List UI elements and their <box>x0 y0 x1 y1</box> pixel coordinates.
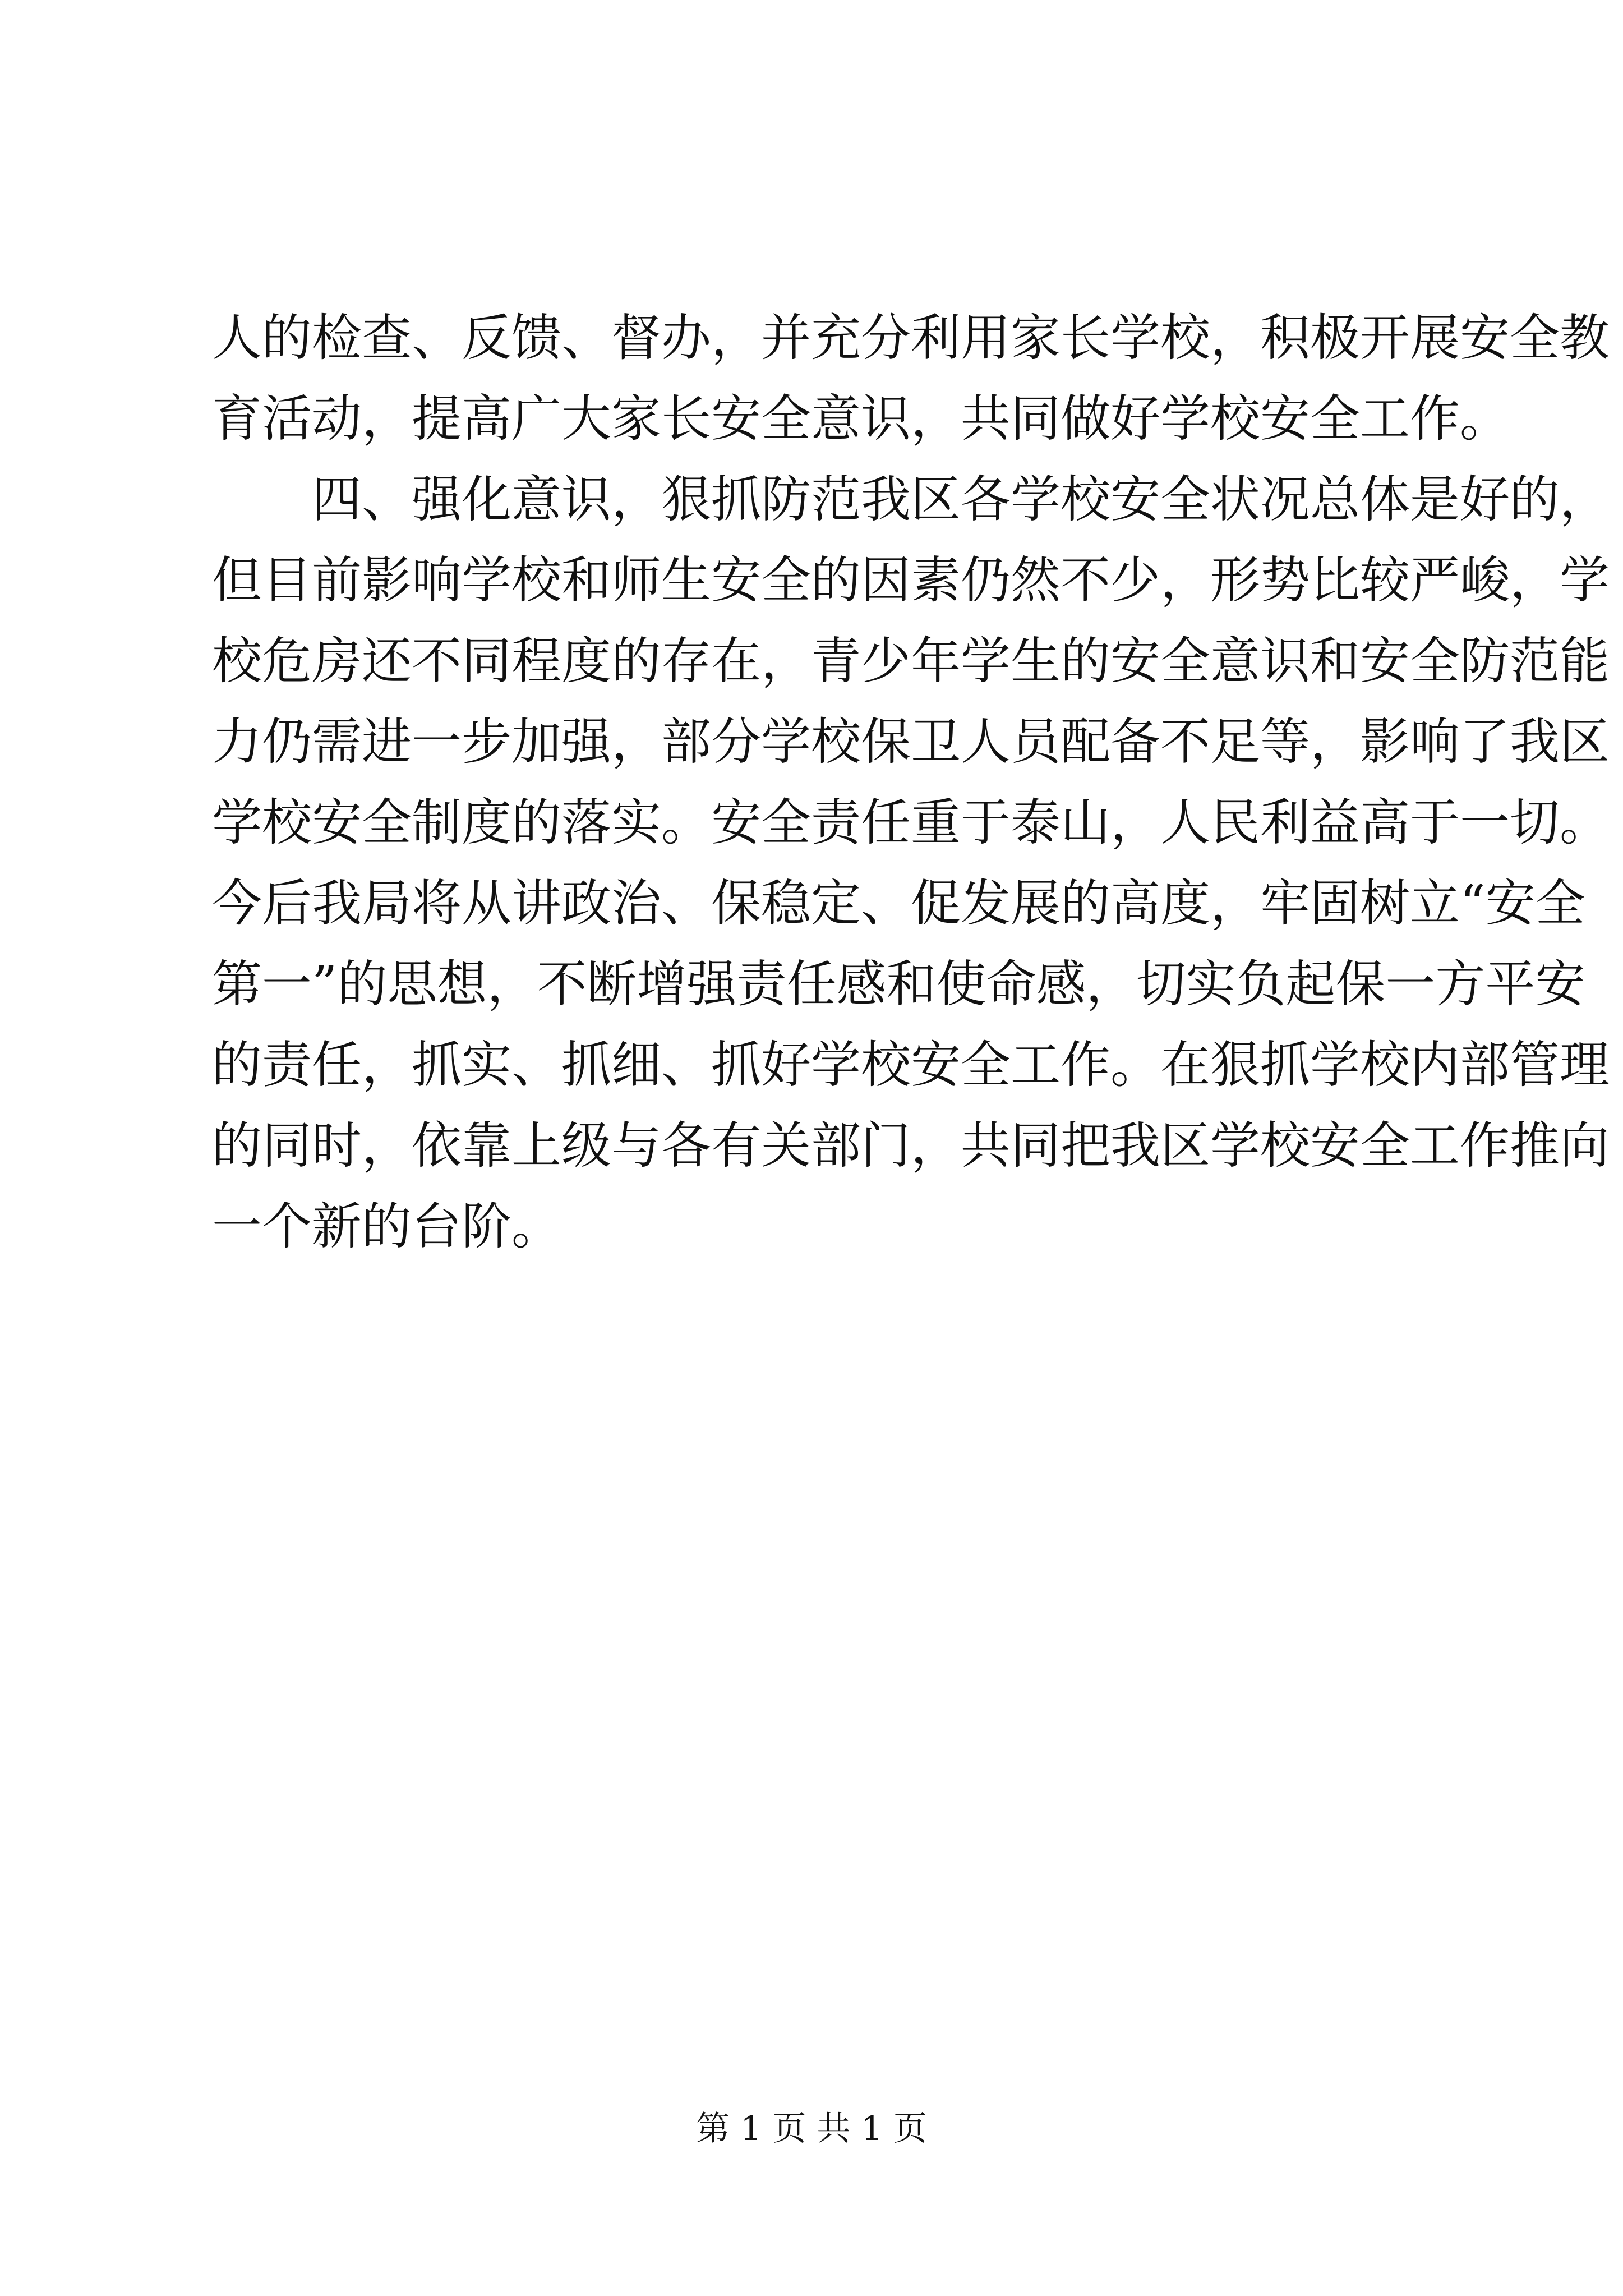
body-text <box>212 297 1610 1267</box>
text-line: 但目前影响学校和师生安全的因素仍然不少，形势比较严峻，学 <box>212 551 1610 609</box>
page-number-footer: 第 1 页 共 1 页 <box>696 2109 927 2148</box>
text-line: 学校安全制度的落实。安全责任重于泰山，人民利益高于一切。 <box>212 793 1610 852</box>
text-line: 力仍需进一步加强，部分学校保卫人员配备不足等，影响了我区 <box>212 712 1610 771</box>
text-line: 人的检查、反馈、督办，并充分利用家长学校，积极开展安全教 <box>212 309 1610 367</box>
text-line: 的同时，依靠上级与各有关部门，共同把我区学校安全工作推向 <box>212 1116 1610 1175</box>
text-line: 育活动，提高广大家长安全意识，共同做好学校安全工作。 <box>212 389 1510 448</box>
text-line: 第一”的思想，不断增强责任感和使命感，切实负起保一方平安 <box>212 955 1585 1013</box>
text-line: 一个新的台阶。 <box>212 1197 561 1255</box>
text-line: 的责任，抓实、抓细、抓好学校安全工作。在狠抓学校内部管理 <box>212 1036 1610 1094</box>
section-heading-line: 四、强化意识，狠抓防范我区各学校安全状况总体是好的， <box>312 470 1610 528</box>
text-line: 校危房还不同程度的存在，青少年学生的安全意识和安全防范能 <box>212 632 1610 690</box>
text-line: 今后我局将从讲政治、保稳定、促发展的高度，牢固树立“安全 <box>212 874 1585 932</box>
